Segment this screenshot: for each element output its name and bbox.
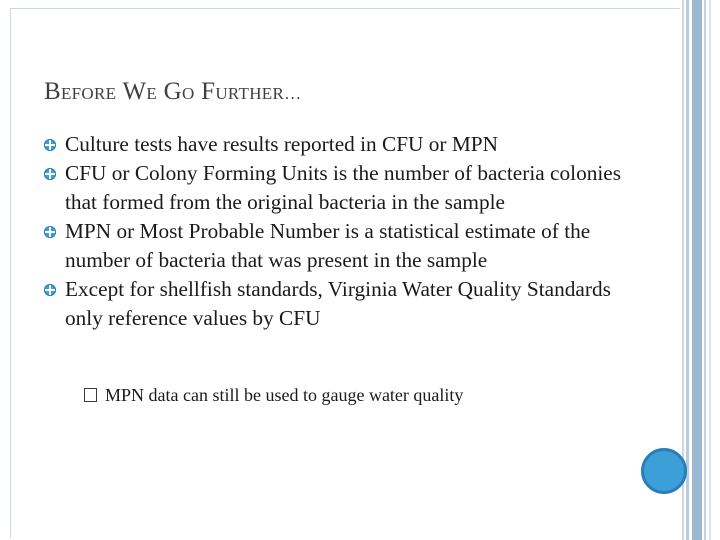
side-stripe <box>704 0 706 540</box>
title-smallcaps: EFORE <box>60 84 117 103</box>
title-smallcaps: O <box>181 84 195 103</box>
title-cap: G <box>163 78 182 105</box>
plus-circle-icon <box>44 284 56 296</box>
bullet-item <box>44 275 644 333</box>
title-smallcaps: E <box>146 84 158 103</box>
side-stripe <box>692 0 702 540</box>
bullet-text: Except for shellfish standards, Virginia Water Quality Standards only reference values by CFU <box>65 277 611 330</box>
sub-bullet <box>84 385 463 406</box>
frame-line-top <box>10 8 680 9</box>
bullet-text: MPN or Most Probable Number is a statistical estimate of the number of bacteria that was present in the sample <box>65 219 591 272</box>
square-bullet-icon <box>84 388 97 402</box>
plus-circle-icon <box>44 139 56 151</box>
title-smallcaps: URTHER… <box>215 84 302 103</box>
bullet-text: Culture tests have results reported in CFU or MPN <box>65 132 498 156</box>
bullet-item <box>44 159 644 217</box>
bullet-text: CFU or Colony Forming Units is the number of bacteria colonies that formed from the original bacteria in the sample <box>65 161 622 214</box>
title-cap: B <box>44 78 61 105</box>
side-stripe <box>686 0 689 540</box>
bullet-list <box>44 130 644 333</box>
frame-line-left <box>10 8 11 538</box>
plus-circle-icon <box>44 226 56 238</box>
sub-bullet-text: MPN data can still be used to gauge water quality <box>105 385 464 405</box>
slide-title <box>44 78 301 106</box>
plus-circle-icon <box>44 168 56 180</box>
side-stripe <box>709 0 711 540</box>
decorative-circle <box>641 448 687 494</box>
title-cap: W <box>122 78 147 105</box>
bullet-item <box>44 217 644 275</box>
title-cap: F <box>201 78 216 105</box>
bullet-item <box>44 130 644 159</box>
